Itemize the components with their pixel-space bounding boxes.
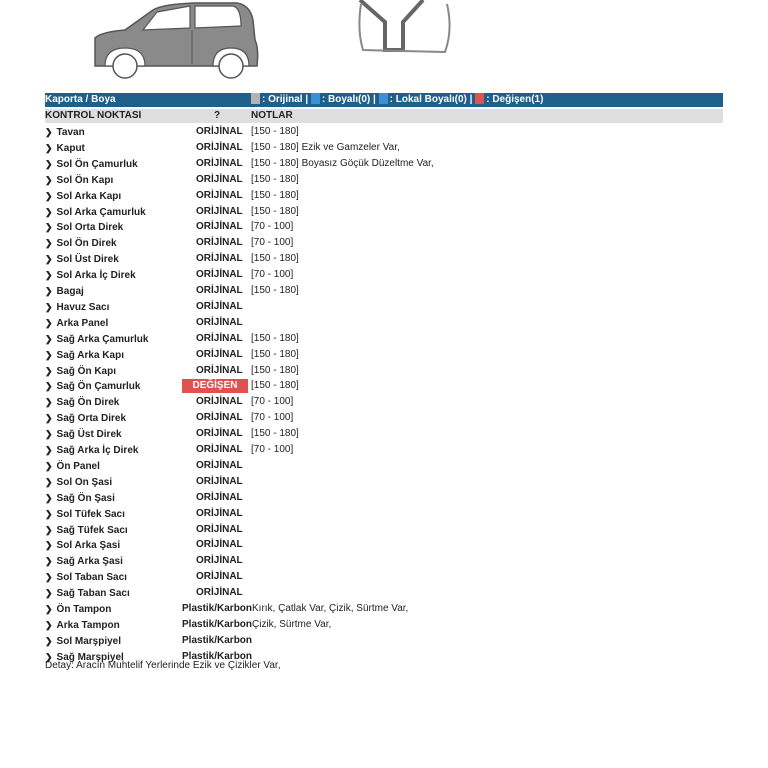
note-text: [150 - 180]: [251, 173, 299, 185]
section-title: Kaporta / Boya: [45, 94, 116, 105]
control-point-label: [45, 617, 120, 634]
control-point-label: [45, 506, 125, 523]
control-point-name: Sağ Tüfek Sacı: [56, 524, 128, 536]
chevron-right-icon: ❯: [45, 429, 53, 440]
table-row: [45, 442, 723, 458]
control-point-name: Arka Panel: [56, 317, 109, 329]
chevron-right-icon: ❯: [45, 540, 53, 551]
note-text: [150 - 180] Boyasız Göçük Düzeltme Var,: [251, 157, 434, 169]
status-badge: ORİJİNAL: [196, 285, 243, 296]
chevron-right-icon: ❯: [45, 651, 53, 662]
control-point-label: [45, 363, 116, 380]
table-row: [45, 522, 723, 538]
table-row: [45, 585, 723, 601]
chevron-right-icon: ❯: [45, 206, 53, 217]
detail-note: Detay: Aracın Muhtelif Yerlerinde Ezik ve Çizikler Var,: [45, 660, 281, 671]
table-row: [45, 267, 723, 283]
control-point-label: [45, 442, 138, 459]
control-point-label: [45, 426, 122, 443]
section-header: [45, 93, 723, 107]
chevron-right-icon: ❯: [45, 413, 53, 424]
chevron-right-icon: ❯: [45, 254, 53, 265]
control-point-label: [45, 601, 111, 618]
status-badge: ORİJİNAL: [196, 205, 243, 217]
legend-label: : Orijinal |: [262, 94, 311, 105]
legend-label: : Değişen(1): [486, 94, 544, 105]
control-point-label: [45, 331, 148, 348]
control-point-label: [45, 204, 146, 221]
control-point-name: Sağ Orta Direk: [56, 413, 127, 425]
control-point-label: [45, 378, 140, 395]
legend-swatch: [475, 93, 484, 104]
table-row: [45, 569, 723, 585]
table-row: [45, 140, 723, 156]
control-point-label: [45, 140, 85, 157]
control-point-label: [45, 188, 121, 205]
status-badge: ORİJİNAL: [196, 126, 243, 137]
status-badge: ORİJİNAL: [196, 523, 243, 535]
control-point-label: [45, 283, 84, 300]
note-text: Çizik, Sürtme Var,: [252, 618, 332, 630]
note-text: [150 - 180]: [251, 364, 299, 376]
control-point-name: Sol Arka Kapı: [56, 190, 122, 202]
chevron-right-icon: ❯: [45, 476, 53, 487]
control-point-name: Sol Orta Direk: [56, 222, 124, 234]
table-row: [45, 172, 723, 188]
note-text: Kırık, Çatlak Var, Çizik, Sürtme Var,: [252, 603, 409, 614]
control-point-name: Sağ Ön Çamurluk: [56, 381, 141, 393]
chevron-right-icon: ❯: [45, 445, 53, 455]
table-row: [45, 601, 723, 617]
control-point-label: [45, 315, 108, 332]
chevron-right-icon: ❯: [45, 174, 53, 185]
control-point-name: Kaput: [56, 142, 85, 154]
table-row: [45, 490, 723, 506]
note-text: [150 - 180]: [251, 205, 299, 217]
status-badge: ORİJİNAL: [196, 300, 243, 312]
chevron-right-icon: ❯: [45, 349, 53, 360]
table-row: [45, 617, 723, 633]
status-badge: ORİJİNAL: [196, 396, 243, 408]
status-badge: Plastik/Karbon: [182, 618, 253, 630]
control-point-name: Sağ Ön Direk: [56, 397, 120, 409]
control-point-name: Sol Arka İç Direk: [56, 270, 136, 282]
note-text: [150 - 180] Ezik ve Gamzeler Var,: [251, 141, 400, 153]
table-row: [45, 204, 723, 220]
status-badge: ORİJİNAL: [196, 555, 243, 567]
control-point-label: [45, 569, 127, 586]
control-point-name: Sol Üst Direk: [56, 254, 119, 266]
chevron-right-icon: ❯: [45, 508, 53, 519]
note-text: [150 - 180]: [251, 332, 299, 344]
table-row: [45, 251, 723, 267]
table-row: [45, 378, 723, 394]
status-badge: ORİJİNAL: [196, 491, 243, 503]
status-badge: ORİJİNAL: [196, 507, 243, 519]
chevron-right-icon: ❯: [45, 222, 53, 233]
control-point-label: [45, 585, 130, 602]
control-point-label: [45, 490, 115, 507]
column-header-row: [45, 109, 723, 123]
legend-swatch: [311, 93, 320, 104]
control-point-name: Arka Tampon: [56, 619, 120, 631]
control-point-label: [45, 458, 100, 475]
note-text: [150 - 180]: [251, 428, 299, 440]
status-badge: ORİJİNAL: [196, 475, 243, 487]
control-point-name: Sağ Ön Kapı: [56, 365, 116, 377]
status-badge: ORİJİNAL: [196, 539, 243, 551]
table-row: [45, 537, 723, 553]
note-text: [70 - 100]: [251, 412, 294, 424]
table-row: [45, 506, 723, 522]
status-badge: ORİJİNAL: [196, 221, 243, 233]
table-row: [45, 394, 723, 410]
control-point-label: [45, 219, 123, 236]
chevron-right-icon: ❯: [45, 619, 53, 630]
chevron-right-icon: ❯: [45, 333, 53, 344]
status-badge: DEĞİŞEN: [182, 379, 248, 393]
status-badge: ORİJİNAL: [196, 444, 243, 455]
control-point-label: [45, 251, 119, 268]
note-text: [70 - 100]: [251, 221, 294, 233]
control-point-name: Tavan: [56, 127, 85, 138]
chevron-right-icon: ❯: [45, 588, 53, 599]
table-row: [45, 299, 723, 315]
chevron-right-icon: ❯: [45, 460, 53, 471]
table-row: [45, 156, 723, 172]
note-text: [150 - 180]: [251, 189, 299, 201]
control-point-name: Sol On Şasi: [56, 476, 113, 488]
note-text: [150 - 180]: [251, 348, 299, 360]
chevron-right-icon: ❯: [45, 604, 53, 614]
legend-label: : Lokal Boyalı(0) |: [389, 94, 476, 105]
chevron-right-icon: ❯: [45, 301, 53, 312]
status-badge: ORİJİNAL: [196, 237, 243, 249]
control-point-name: Sol Ön Direk: [56, 238, 117, 250]
chevron-right-icon: ❯: [45, 238, 53, 249]
legend-label: : Boyalı(0) |: [321, 94, 379, 105]
note-text: [70 - 100]: [251, 237, 294, 249]
control-point-name: Sol Taban Sacı: [56, 572, 127, 584]
chevron-right-icon: ❯: [45, 158, 53, 169]
control-point-name: Sol Marşpiyel: [56, 635, 122, 647]
legend-swatch: [379, 93, 388, 104]
control-point-name: Sol Ön Çamurluk: [56, 158, 138, 170]
note-text: [70 - 100]: [251, 444, 294, 455]
table-row: [45, 553, 723, 569]
status-badge: ORİJİNAL: [196, 173, 243, 185]
column-control-point: KONTROL NOKTASI: [45, 110, 142, 121]
chevron-right-icon: ❯: [45, 556, 53, 567]
control-point-label: [45, 410, 126, 427]
table-row: [45, 363, 723, 379]
table-row: [45, 235, 723, 251]
note-text: [70 - 100]: [251, 396, 294, 408]
control-point-label: [45, 172, 113, 189]
table-row: [45, 219, 723, 235]
status-badge: ORİJİNAL: [196, 348, 243, 360]
legend-swatch: [251, 93, 260, 104]
table-row: [45, 410, 723, 426]
table-row: [45, 474, 723, 490]
table-row: [45, 347, 723, 363]
control-point-name: Sol Tüfek Sacı: [56, 508, 125, 520]
status-badge: Plastik/Karbon: [182, 634, 253, 646]
car-damage-diagram: [45, 0, 567, 88]
control-point-label: [45, 347, 124, 364]
status-badge: ORİJİNAL: [196, 364, 243, 376]
control-point-label: [45, 537, 120, 554]
chevron-right-icon: ❯: [45, 365, 53, 376]
chevron-right-icon: ❯: [45, 270, 53, 281]
chevron-right-icon: ❯: [45, 492, 53, 503]
chevron-right-icon: ❯: [45, 524, 53, 535]
table-row: [45, 315, 723, 331]
note-text: [70 - 100]: [251, 269, 294, 281]
status-badge: ORİJİNAL: [196, 412, 243, 424]
chevron-right-icon: ❯: [45, 381, 53, 392]
status-badge: ORİJİNAL: [196, 141, 243, 153]
status-badge: ORİJİNAL: [196, 587, 243, 599]
table-row: [45, 124, 723, 140]
status-badge: ORİJİNAL: [196, 316, 243, 328]
chevron-right-icon: ❯: [45, 190, 53, 201]
control-point-name: Havuz Sacı: [56, 301, 110, 313]
note-text: [150 - 180]: [251, 380, 299, 392]
status-badge: Plastik/Karbon: [182, 650, 253, 662]
chevron-right-icon: ❯: [45, 127, 53, 137]
control-point-name: Sağ Ön Şasi: [56, 492, 115, 504]
status-badge: ORİJİNAL: [196, 269, 243, 281]
note-text: [150 - 180]: [251, 285, 299, 296]
table-row: [45, 633, 723, 649]
table-row: [45, 426, 723, 442]
table-row: [45, 188, 723, 204]
control-point-name: Ön Panel: [56, 460, 100, 472]
control-point-label: [45, 553, 123, 570]
control-point-label: [45, 474, 112, 491]
color-legend: [251, 93, 543, 107]
status-badge: ORİJİNAL: [196, 157, 243, 169]
table-row: [45, 458, 723, 474]
chevron-right-icon: ❯: [45, 286, 53, 296]
control-point-label: [45, 235, 117, 252]
chevron-right-icon: ❯: [45, 317, 53, 328]
table-row: [45, 331, 723, 347]
column-notes: NOTLAR: [251, 110, 293, 121]
control-point-label: [45, 299, 109, 316]
control-point-label: [45, 522, 128, 539]
control-point-name: Sağ Taban Sacı: [56, 588, 130, 600]
status-badge: ORİJİNAL: [196, 253, 243, 265]
control-point-name: Bagaj: [56, 286, 84, 297]
chevron-right-icon: ❯: [45, 572, 53, 583]
control-point-name: Sağ Arka Kapı: [56, 349, 124, 361]
chevron-right-icon: ❯: [45, 142, 53, 153]
control-point-label: [45, 124, 85, 141]
column-status: ?: [214, 110, 221, 121]
control-point-name: Sağ Marşpiyel: [56, 651, 124, 663]
car-side-view-icon: [45, 0, 567, 88]
table-row: [45, 283, 723, 299]
control-point-label: [45, 267, 136, 284]
control-point-label: [45, 156, 138, 173]
status-badge: ORİJİNAL: [196, 459, 243, 471]
control-point-name: Sol Arka Çamurluk: [56, 206, 146, 218]
status-badge: ORİJİNAL: [196, 189, 243, 201]
control-point-name: Sağ Arka Şasi: [56, 556, 123, 568]
chevron-right-icon: ❯: [45, 635, 53, 646]
control-point-name: Ön Tampon: [56, 604, 112, 615]
chevron-right-icon: ❯: [45, 397, 53, 408]
note-text: [150 - 180]: [251, 253, 299, 265]
status-badge: ORİJİNAL: [196, 428, 243, 440]
control-point-label: [45, 633, 121, 650]
control-point-label: [45, 394, 119, 411]
control-point-name: Sağ Arka Çamurluk: [56, 333, 149, 345]
control-point-name: Sol Arka Şasi: [56, 540, 121, 552]
status-badge: ORİJİNAL: [196, 332, 243, 344]
note-text: [150 - 180]: [251, 126, 299, 137]
control-point-name: Sağ Üst Direk: [56, 429, 122, 441]
status-badge: Plastik/Karbon: [182, 603, 253, 614]
control-point-name: Sol Ön Kapı: [56, 174, 114, 186]
status-badge: ORİJİNAL: [196, 571, 243, 583]
control-point-name: Sağ Arka İç Direk: [56, 445, 139, 456]
